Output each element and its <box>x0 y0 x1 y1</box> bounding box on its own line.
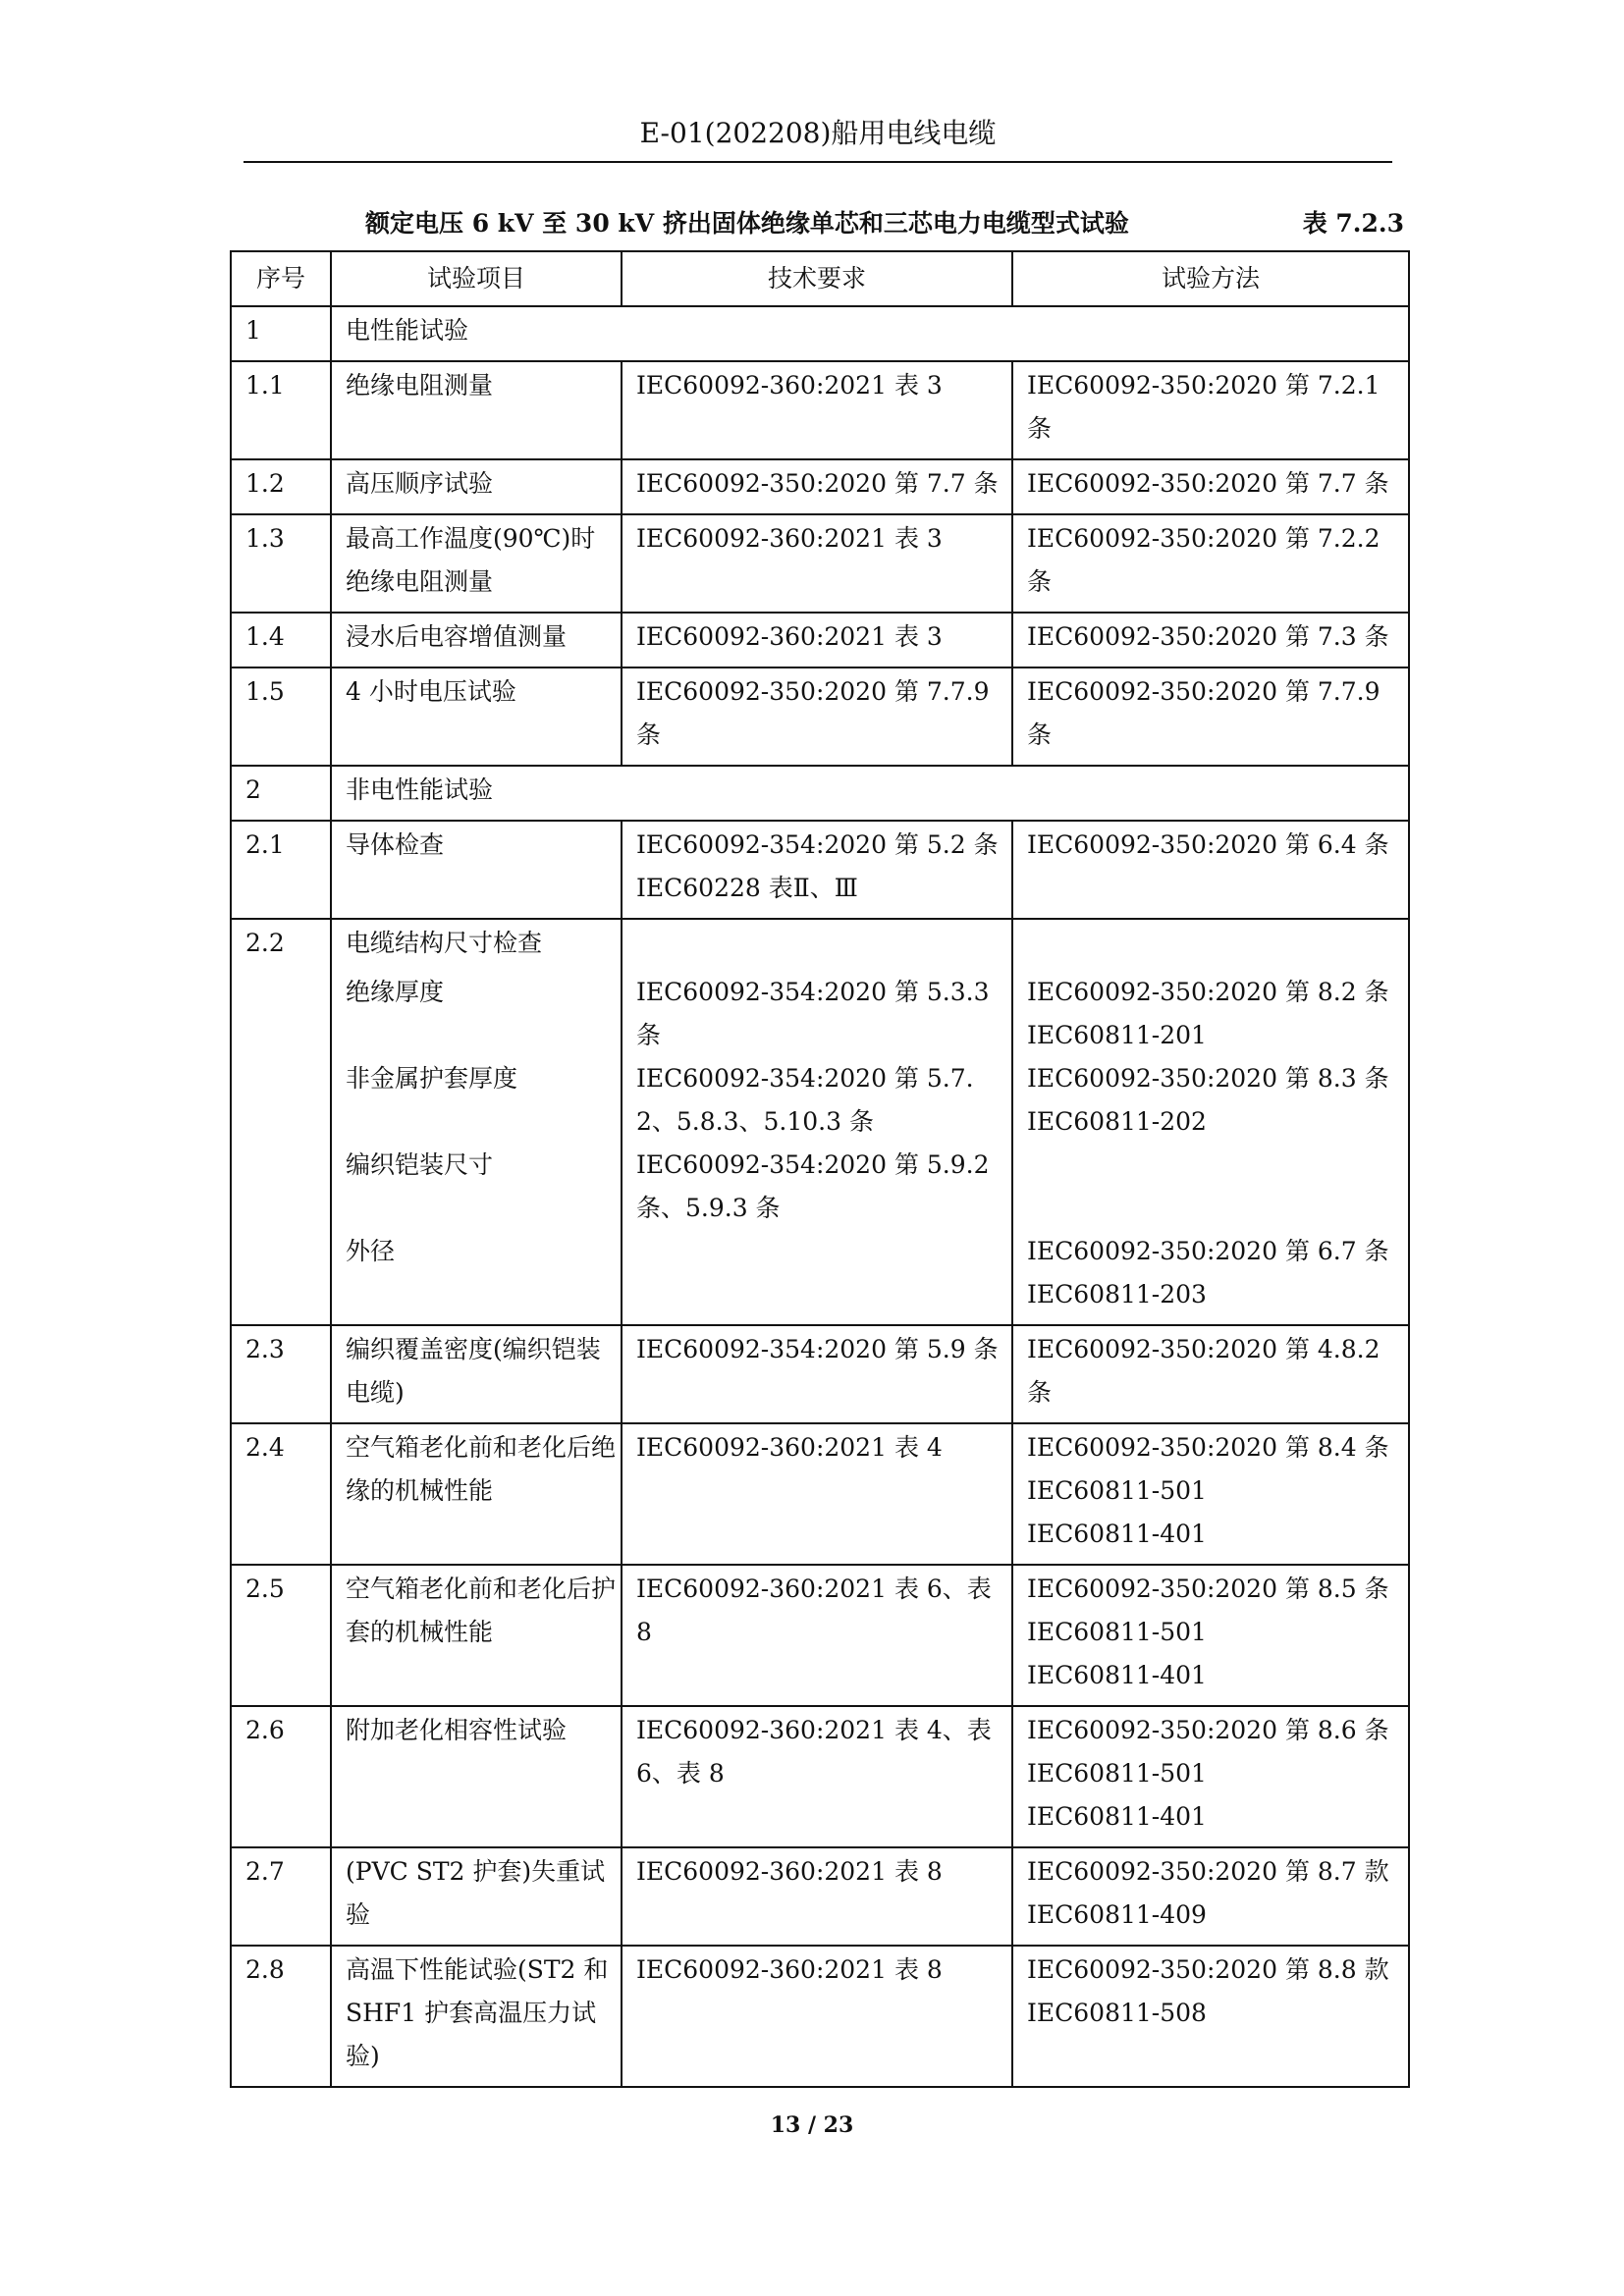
page-header: E-01(202208)船用电线电缆 <box>639 117 997 149</box>
cell-method <box>1012 1847 1409 1946</box>
sub-item-braid-dimensions: 编织铠装尺寸 <box>346 1150 494 1179</box>
method-line: IEC60811-203 <box>1027 1280 1207 1308</box>
cell-method: IEC60092-350:2020 第 7.2.2 条 <box>1012 514 1409 613</box>
table-row <box>231 821 1409 919</box>
cell-requirement: IEC60092-350:2020 第 7.7 条 <box>622 459 1012 514</box>
cell-item: 浸水后电容增值测量 <box>331 613 622 667</box>
cell-no: 1.3 <box>231 514 331 613</box>
table-number: 表 7.2.3 <box>1302 209 1404 238</box>
method-line: IEC60811-508 <box>1027 1999 1207 2027</box>
cell-method <box>1012 1565 1409 1706</box>
cell-requirement: IEC60092-360:2021 表 3 <box>622 613 1012 667</box>
col-header-method: 试验方法 <box>1012 251 1409 306</box>
method-line: IEC60092-350:2020 第 8.6 条 <box>1027 1716 1389 1744</box>
requirement-line: IEC60092-354:2020 第 5.2 条 <box>636 830 999 859</box>
cell-no: 1.2 <box>231 459 331 514</box>
cell-requirement <box>622 821 1012 919</box>
cell-requirement: IEC60092-360:2021 表 3 <box>622 361 1012 459</box>
table-header-row <box>231 251 1409 306</box>
table-row <box>231 459 1409 514</box>
cell-no: 2.7 <box>231 1847 331 1946</box>
cell-no: 1.5 <box>231 667 331 766</box>
cell-requirement: IEC60092-360:2021 表 6、表 8 <box>622 1565 1012 1706</box>
cell-requirement: IEC60092-350:2020 第 7.7.9 条 <box>622 667 1012 766</box>
table-row <box>231 1325 1409 1423</box>
method-line: IEC60092-350:2020 第 8.4 条 <box>1027 1433 1389 1462</box>
method-line: IEC60811-409 <box>1027 1900 1207 1929</box>
cell-no: 2.1 <box>231 821 331 919</box>
method-line: IEC60811-401 <box>1027 1802 1207 1831</box>
cell-no: 2.6 <box>231 1706 331 1847</box>
cell-requirement: IEC60092-360:2021 表 4 <box>622 1423 1012 1565</box>
method-line: IEC60811-501 <box>1027 1759 1207 1788</box>
cell-method: IEC60092-350:2020 第 7.7 条 <box>1012 459 1409 514</box>
cell-method <box>1012 1946 1409 2087</box>
cell-item: 附加老化相容性试验 <box>331 1706 622 1847</box>
cell-item: 最高工作温度(90℃)时绝缘电阻测量 <box>331 514 622 613</box>
method-line: IEC60811-201 <box>1027 1021 1207 1049</box>
cell-no: 2 <box>231 766 331 821</box>
header-rule <box>244 161 1392 163</box>
cell-no: 1.1 <box>231 361 331 459</box>
cell-no: 2.4 <box>231 1423 331 1565</box>
method-line: IEC60092-350:2020 第 8.2 条 <box>1027 978 1389 1006</box>
requirement-line: IEC60092-354:2020 第 5.7.2、5.8.3、5.10.3 条 <box>636 1064 974 1136</box>
table-row <box>231 1847 1409 1946</box>
cell-requirement: IEC60092-354:2020 第 5.9 条 <box>622 1325 1012 1423</box>
cell-item: 空气箱老化前和老化后绝缘的机械性能 <box>331 1423 622 1565</box>
section-row <box>231 766 1409 821</box>
cell-method <box>1012 1706 1409 1847</box>
col-header-item: 试验项目 <box>331 251 622 306</box>
cell-method: IEC60092-350:2020 第 7.3 条 <box>1012 613 1409 667</box>
cell-no: 2.3 <box>231 1325 331 1423</box>
method-line: IEC60092-350:2020 第 8.5 条 <box>1027 1575 1389 1603</box>
table-caption <box>230 206 1408 241</box>
cell-item: 绝缘电阻测量 <box>331 361 622 459</box>
cell-requirement: IEC60092-360:2021 表 8 <box>622 1946 1012 2087</box>
sub-item-outer-diameter: 外径 <box>346 1237 396 1265</box>
requirement-line: IEC60092-354:2020 第 5.9.2 条、5.9.3 条 <box>636 1150 990 1222</box>
type-test-table <box>230 250 1410 2088</box>
method-line: IEC60092-350:2020 第 8.8 款 <box>1027 1955 1389 1984</box>
table-row <box>231 613 1409 667</box>
cell-requirement: IEC60092-360:2021 表 4、表 6、表 8 <box>622 1706 1012 1847</box>
cell-item <box>331 919 622 1325</box>
cell-no: 2.2 <box>231 919 331 1325</box>
table-row <box>231 667 1409 766</box>
cell-no: 1 <box>231 306 331 361</box>
method-line: IEC60811-202 <box>1027 1107 1207 1136</box>
cell-method <box>1012 1423 1409 1565</box>
cell-no: 1.4 <box>231 613 331 667</box>
cell-requirement <box>622 919 1012 1325</box>
cell-method: IEC60092-350:2020 第 7.2.1 条 <box>1012 361 1409 459</box>
table-row <box>231 1565 1409 1706</box>
cell-item: 4 小时电压试验 <box>331 667 622 766</box>
method-line: IEC60092-350:2020 第 8.3 条 <box>1027 1064 1389 1093</box>
table-row <box>231 1423 1409 1565</box>
cell-method: IEC60092-350:2020 第 6.4 条 <box>1012 821 1409 919</box>
table-row <box>231 1706 1409 1847</box>
item-line: 电缆结构尺寸检查 <box>346 929 543 957</box>
cell-item: 空气箱老化前和老化后护套的机械性能 <box>331 1565 622 1706</box>
table-row <box>231 1946 1409 2087</box>
requirement-line: IEC60228 表Ⅱ、Ⅲ <box>636 874 858 902</box>
sub-item-insulation-thickness: 绝缘厚度 <box>346 978 445 1006</box>
method-line: IEC60811-501 <box>1027 1476 1207 1505</box>
table-title: 额定电压 6 kV 至 30 kV 挤出固体绝缘单芯和三芯电力电缆型式试验 <box>365 209 1129 238</box>
cell-method: IEC60092-350:2020 第 4.8.2 条 <box>1012 1325 1409 1423</box>
cell-item: 高温下性能试验(ST2 和 SHF1 护套高温压力试验) <box>331 1946 622 2087</box>
cell-item: (PVC ST2 护套)失重试验 <box>331 1847 622 1946</box>
cell-item: 高压顺序试验 <box>331 459 622 514</box>
table-row <box>231 514 1409 613</box>
page-number: 13 / 23 <box>770 2112 854 2138</box>
cell-method <box>1012 919 1409 1325</box>
section-title: 电性能试验 <box>331 306 1409 361</box>
col-header-requirement: 技术要求 <box>622 251 1012 306</box>
cell-requirement: IEC60092-360:2021 表 8 <box>622 1847 1012 1946</box>
cell-no: 2.5 <box>231 1565 331 1706</box>
method-line: IEC60811-401 <box>1027 1520 1207 1548</box>
table-row <box>231 919 1409 1325</box>
method-line: IEC60811-501 <box>1027 1618 1207 1646</box>
cell-item: 编织覆盖密度(编织铠装电缆) <box>331 1325 622 1423</box>
cell-method: IEC60092-350:2020 第 7.7.9 条 <box>1012 667 1409 766</box>
table-row <box>231 361 1409 459</box>
section-title: 非电性能试验 <box>331 766 1409 821</box>
col-header-no: 序号 <box>231 251 331 306</box>
sub-item-sheath-thickness: 非金属护套厚度 <box>346 1064 518 1093</box>
requirement-line: IEC60092-354:2020 第 5.3.3 条 <box>636 978 990 1049</box>
cell-item: 导体检查 <box>331 821 622 919</box>
cell-requirement: IEC60092-360:2021 表 3 <box>622 514 1012 613</box>
method-line: IEC60092-350:2020 第 6.7 条 <box>1027 1237 1389 1265</box>
method-line: IEC60811-401 <box>1027 1661 1207 1689</box>
section-row <box>231 306 1409 361</box>
cell-no: 2.8 <box>231 1946 331 2087</box>
method-line: IEC60092-350:2020 第 8.7 款 <box>1027 1857 1389 1886</box>
